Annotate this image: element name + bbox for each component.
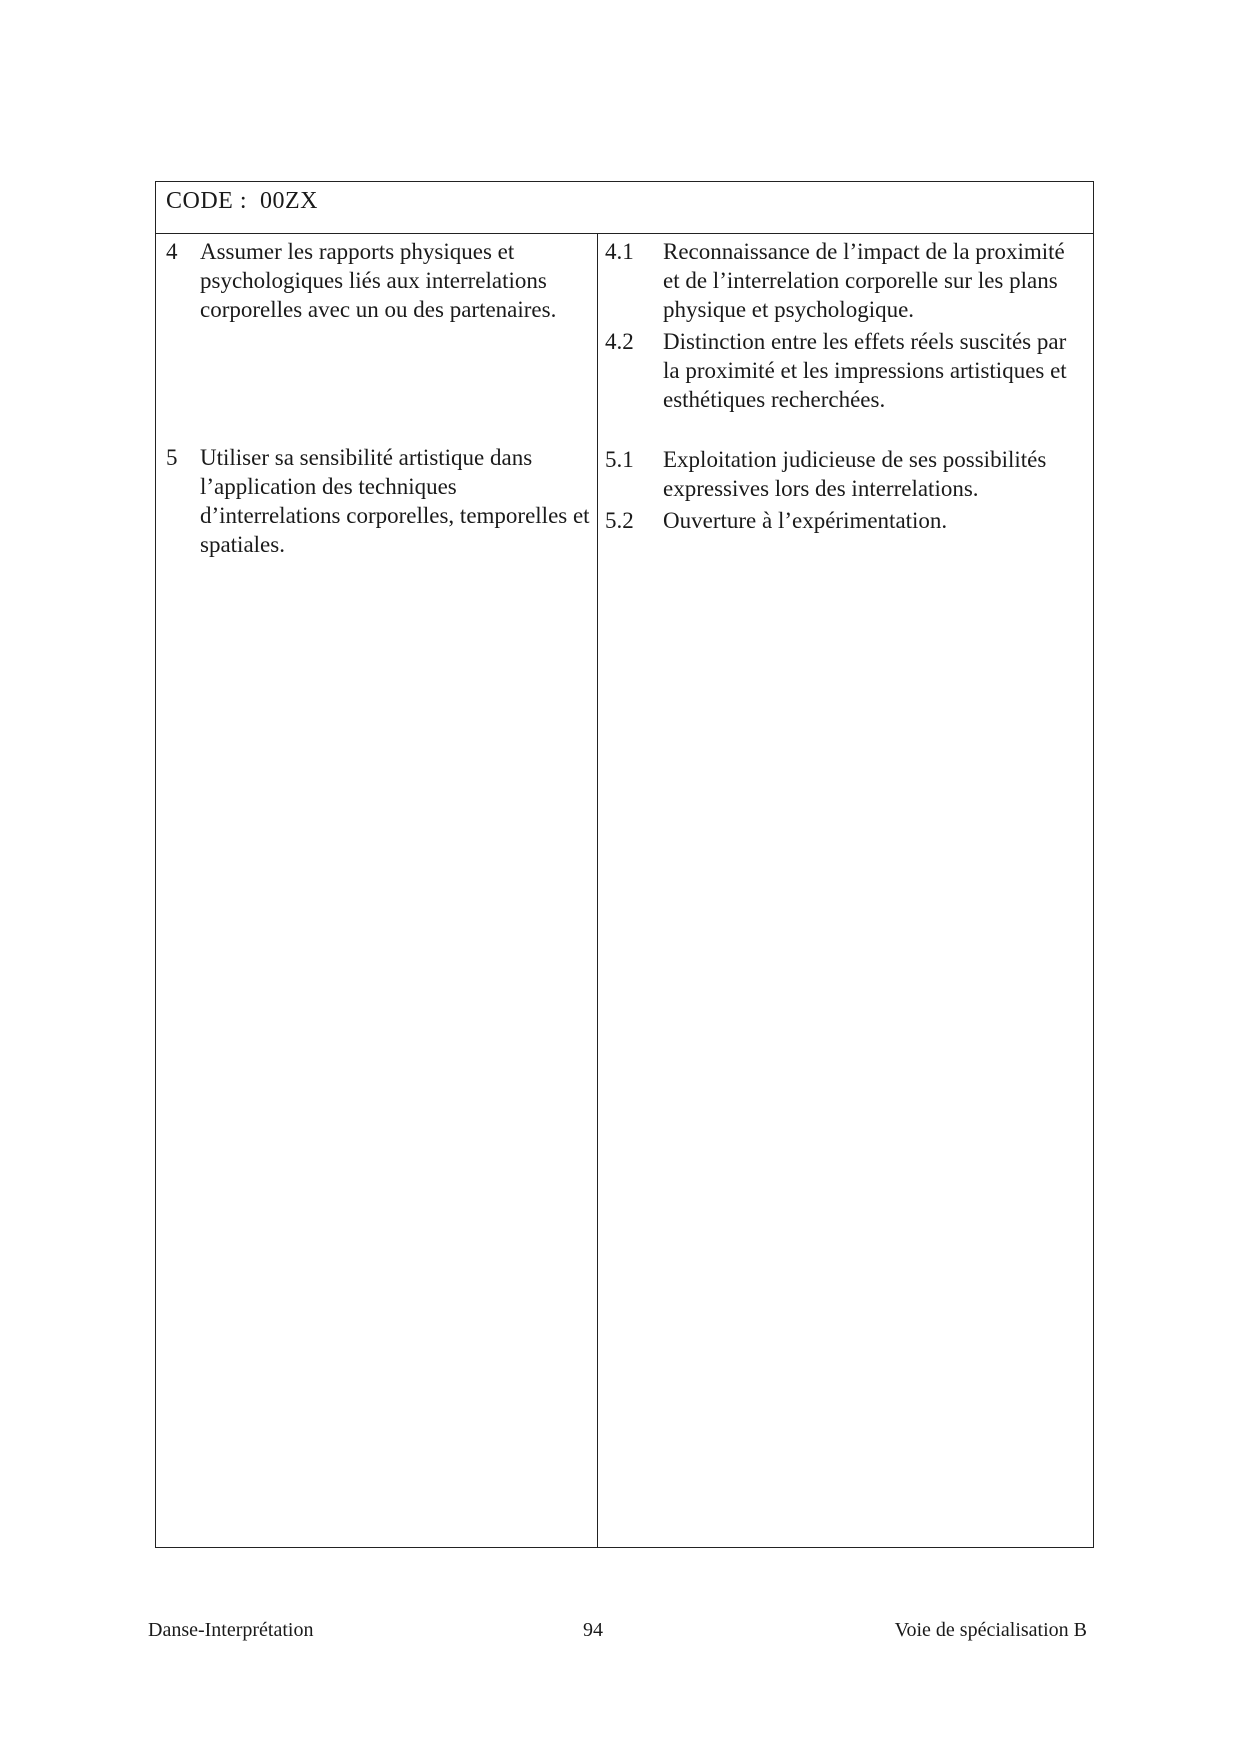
element-number: 5 [166, 445, 178, 470]
footer-specialization: Voie de spécialisation B [894, 1619, 1087, 1641]
criteria-column [605, 237, 1085, 535]
column-divider [597, 234, 598, 1547]
element-number: 4 [166, 239, 178, 264]
criterion-text: Exploitation judicieuse de ses possibilités expressives lors des interrelations. [663, 447, 1047, 501]
code-value: 00ZX [260, 188, 318, 214]
element-text: Utiliser sa sensibilité artistique dans l’application des techniques d’interrelations corporelles, temporelles et spatiales. [200, 445, 590, 557]
element-item [166, 443, 591, 559]
elements-column [166, 237, 591, 559]
criterion-item [605, 445, 1085, 503]
criterion-text: Ouverture à l’expérimentation. [663, 508, 948, 533]
criterion-item [605, 506, 1085, 535]
criterion-item [605, 237, 1085, 324]
footer-page-number: 94 [583, 1619, 603, 1641]
criterion-number: 5.2 [605, 508, 634, 533]
footer-program-name: Danse-Interprétation [148, 1619, 314, 1641]
element-item [166, 237, 591, 324]
criterion-number: 5.1 [605, 447, 634, 472]
criterion-number: 4.2 [605, 329, 634, 354]
criterion-item [605, 327, 1085, 414]
code-header [156, 182, 1093, 234]
criterion-text: Distinction entre les effets réels suscités par la proximité et les impressions artistiques et esthétiques recherchées. [663, 329, 1067, 412]
criterion-text: Reconnaissance de l’impact de la proximité et de l’interrelation corporelle sur les plans physique et psychologique. [663, 239, 1065, 322]
criterion-number: 4.1 [605, 239, 634, 264]
code-label: CODE : [166, 188, 247, 214]
element-text: Assumer les rapports physiques et psychologiques liés aux interrelations corporelles avec un ou des partenaires. [200, 239, 557, 322]
competency-table [155, 181, 1094, 1548]
